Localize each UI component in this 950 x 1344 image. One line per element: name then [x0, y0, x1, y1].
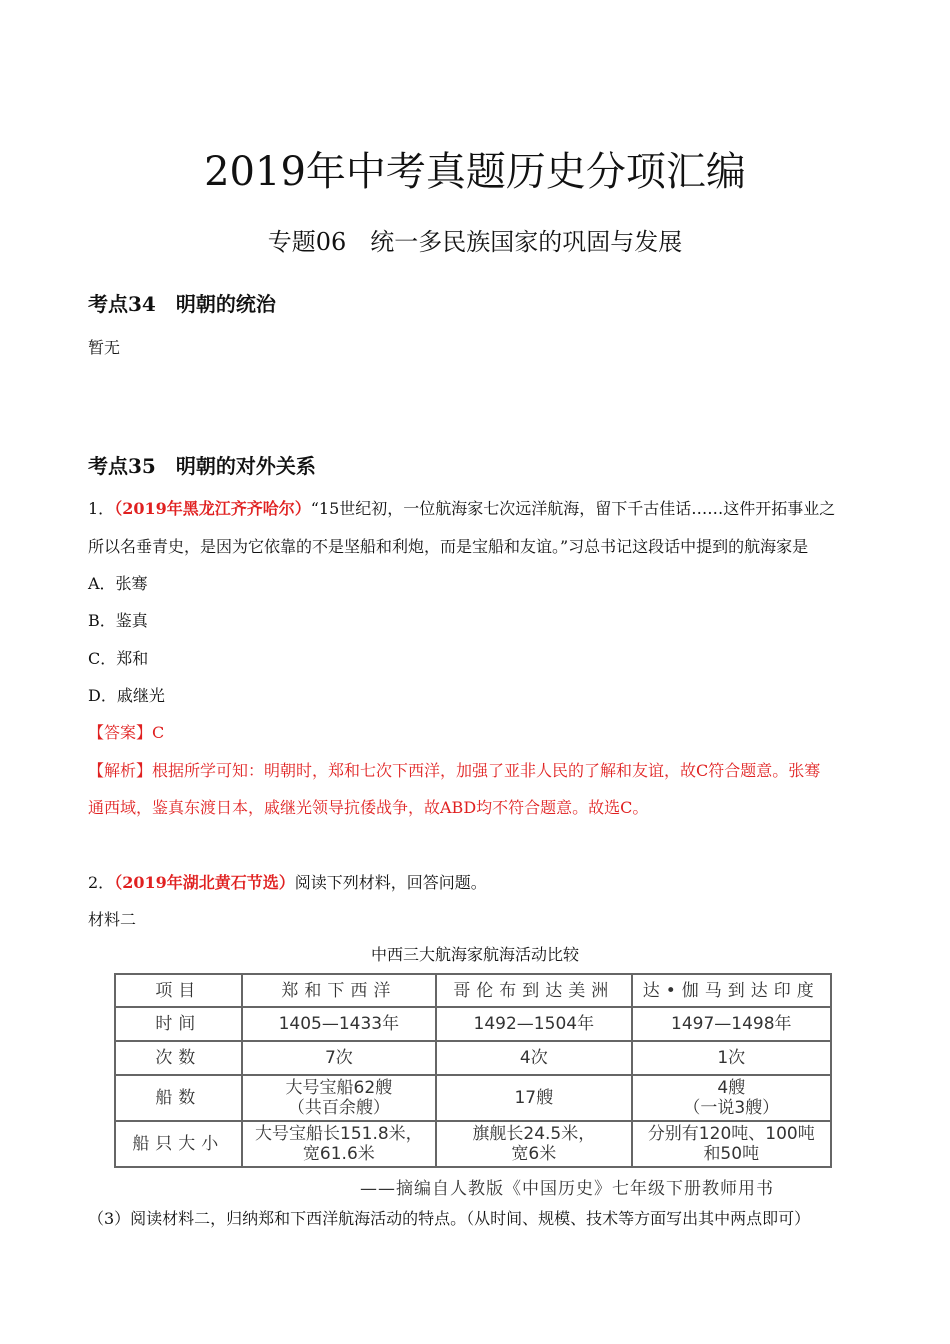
cell-line: 宽6米 — [511, 1144, 557, 1164]
cell-size-columbus — [436, 1121, 631, 1167]
q1-number: 1． — [88, 499, 115, 518]
table-caption: 中西三大航海家航海活动比较 — [370, 945, 579, 964]
q1-answer: 【答案】C — [88, 723, 165, 742]
section-heading-kp34: 考点34 明朝的统治 — [88, 292, 276, 316]
q2-stem-text: 阅读下列材料，回答问题。 — [294, 873, 487, 892]
table-header-row — [115, 974, 831, 1007]
q1-stem-line1 — [88, 496, 835, 519]
table-row — [115, 1075, 831, 1121]
topic-subtitle: 专题06 统一多民族国家的巩固与发展 — [267, 228, 683, 256]
cell-line: 宽61.6米 — [302, 1144, 375, 1164]
q1-analysis-line1: 【解析】根据所学可知：明朝时，郑和七次下西洋，加强了亚非人民的了解和友谊，故C符合题意。张骞 — [88, 761, 821, 780]
kp34-content: 暂无 — [88, 338, 121, 357]
cell-voyages-columbus: 4次 — [436, 1041, 631, 1075]
cell-line: 4艘 — [717, 1078, 746, 1098]
cell-line: 17艘 — [514, 1088, 554, 1108]
q1-analysis-line2: 通西域，鉴真东渡日本，戚继光领导抗倭战争，故ABD均不符合题意。故选C。 — [88, 798, 649, 817]
cell-line: 大号宝船长151.8米， — [255, 1124, 423, 1144]
cell-line: 和50吨 — [703, 1144, 760, 1164]
q1-option-d: D．戚继光 — [88, 686, 165, 705]
header-zheng-he: 郑和下西洋 — [242, 974, 436, 1007]
row-label-voyages: 次数 — [115, 1041, 242, 1075]
q2-material-label: 材料二 — [88, 910, 137, 929]
cell-line: 大号宝船62艘 — [285, 1078, 393, 1098]
q1-option-a: A．张骞 — [88, 574, 148, 593]
q1-option-c: C．郑和 — [88, 649, 149, 668]
cell-time-da-gama: 1497—1498年 — [632, 1007, 831, 1041]
cell-line: （一说3艘） — [683, 1098, 780, 1118]
cell-size-zheng-he — [242, 1121, 436, 1167]
cell-voyages-da-gama: 1次 — [632, 1041, 831, 1075]
cell-time-columbus: 1492—1504年 — [436, 1007, 631, 1041]
cell-size-da-gama — [632, 1121, 831, 1167]
cell-time-zheng-he: 1405—1433年 — [242, 1007, 436, 1041]
cell-line: 分别有120吨、100吨 — [647, 1124, 815, 1144]
cell-ships-da-gama — [632, 1075, 831, 1121]
section-heading-kp35: 考点35 明朝的对外关系 — [88, 454, 316, 478]
q2-stem — [88, 870, 487, 893]
row-label-ships: 船数 — [115, 1075, 242, 1121]
q2-source: （2019年湖北黄石节选） — [114, 873, 295, 892]
q1-source: （2019年黑龙江齐齐哈尔） — [114, 499, 311, 518]
q2-question-3: （3）阅读材料二，归纳郑和下西洋航海活动的特点。（从时间、规模、技术等方面写出其中两点即可） — [88, 1209, 811, 1228]
header-da-gama: 达•伽马到达印度 — [632, 974, 831, 1007]
navigator-comparison-table — [114, 973, 832, 1168]
header-item: 项目 — [115, 974, 242, 1007]
cell-line: 旗舰长24.5米， — [472, 1124, 596, 1144]
table-row — [115, 1121, 831, 1167]
row-label-ship-size: 船只大小 — [115, 1121, 242, 1167]
q1-stem-text: “15世纪初，一位航海家七次远洋航海，留下千古佳话……这件开拓事业之 — [310, 499, 836, 518]
q1-stem-line2: 所以名垂青史，是因为它依靠的不是坚船和利炮，而是宝船和友谊。”习总书记这段话中提到的航海家是 — [88, 537, 809, 556]
header-columbus: 哥伦布到达美洲 — [436, 974, 631, 1007]
cell-ships-zheng-he — [242, 1075, 436, 1121]
row-label-time: 时间 — [115, 1007, 242, 1041]
table-source-note: ——摘编自人教版《中国历史》七年级下册教师用书 — [360, 1179, 774, 1199]
document-title: 2019年中考真题历史分项汇编 — [204, 149, 746, 195]
table-row — [115, 1041, 831, 1075]
cell-ships-columbus — [436, 1075, 631, 1121]
cell-voyages-zheng-he: 7次 — [242, 1041, 436, 1075]
q2-number: 2． — [88, 873, 115, 892]
table-row — [115, 1007, 831, 1041]
cell-line: （共百余艘） — [287, 1098, 390, 1118]
q1-option-b: B．鉴真 — [88, 611, 148, 630]
